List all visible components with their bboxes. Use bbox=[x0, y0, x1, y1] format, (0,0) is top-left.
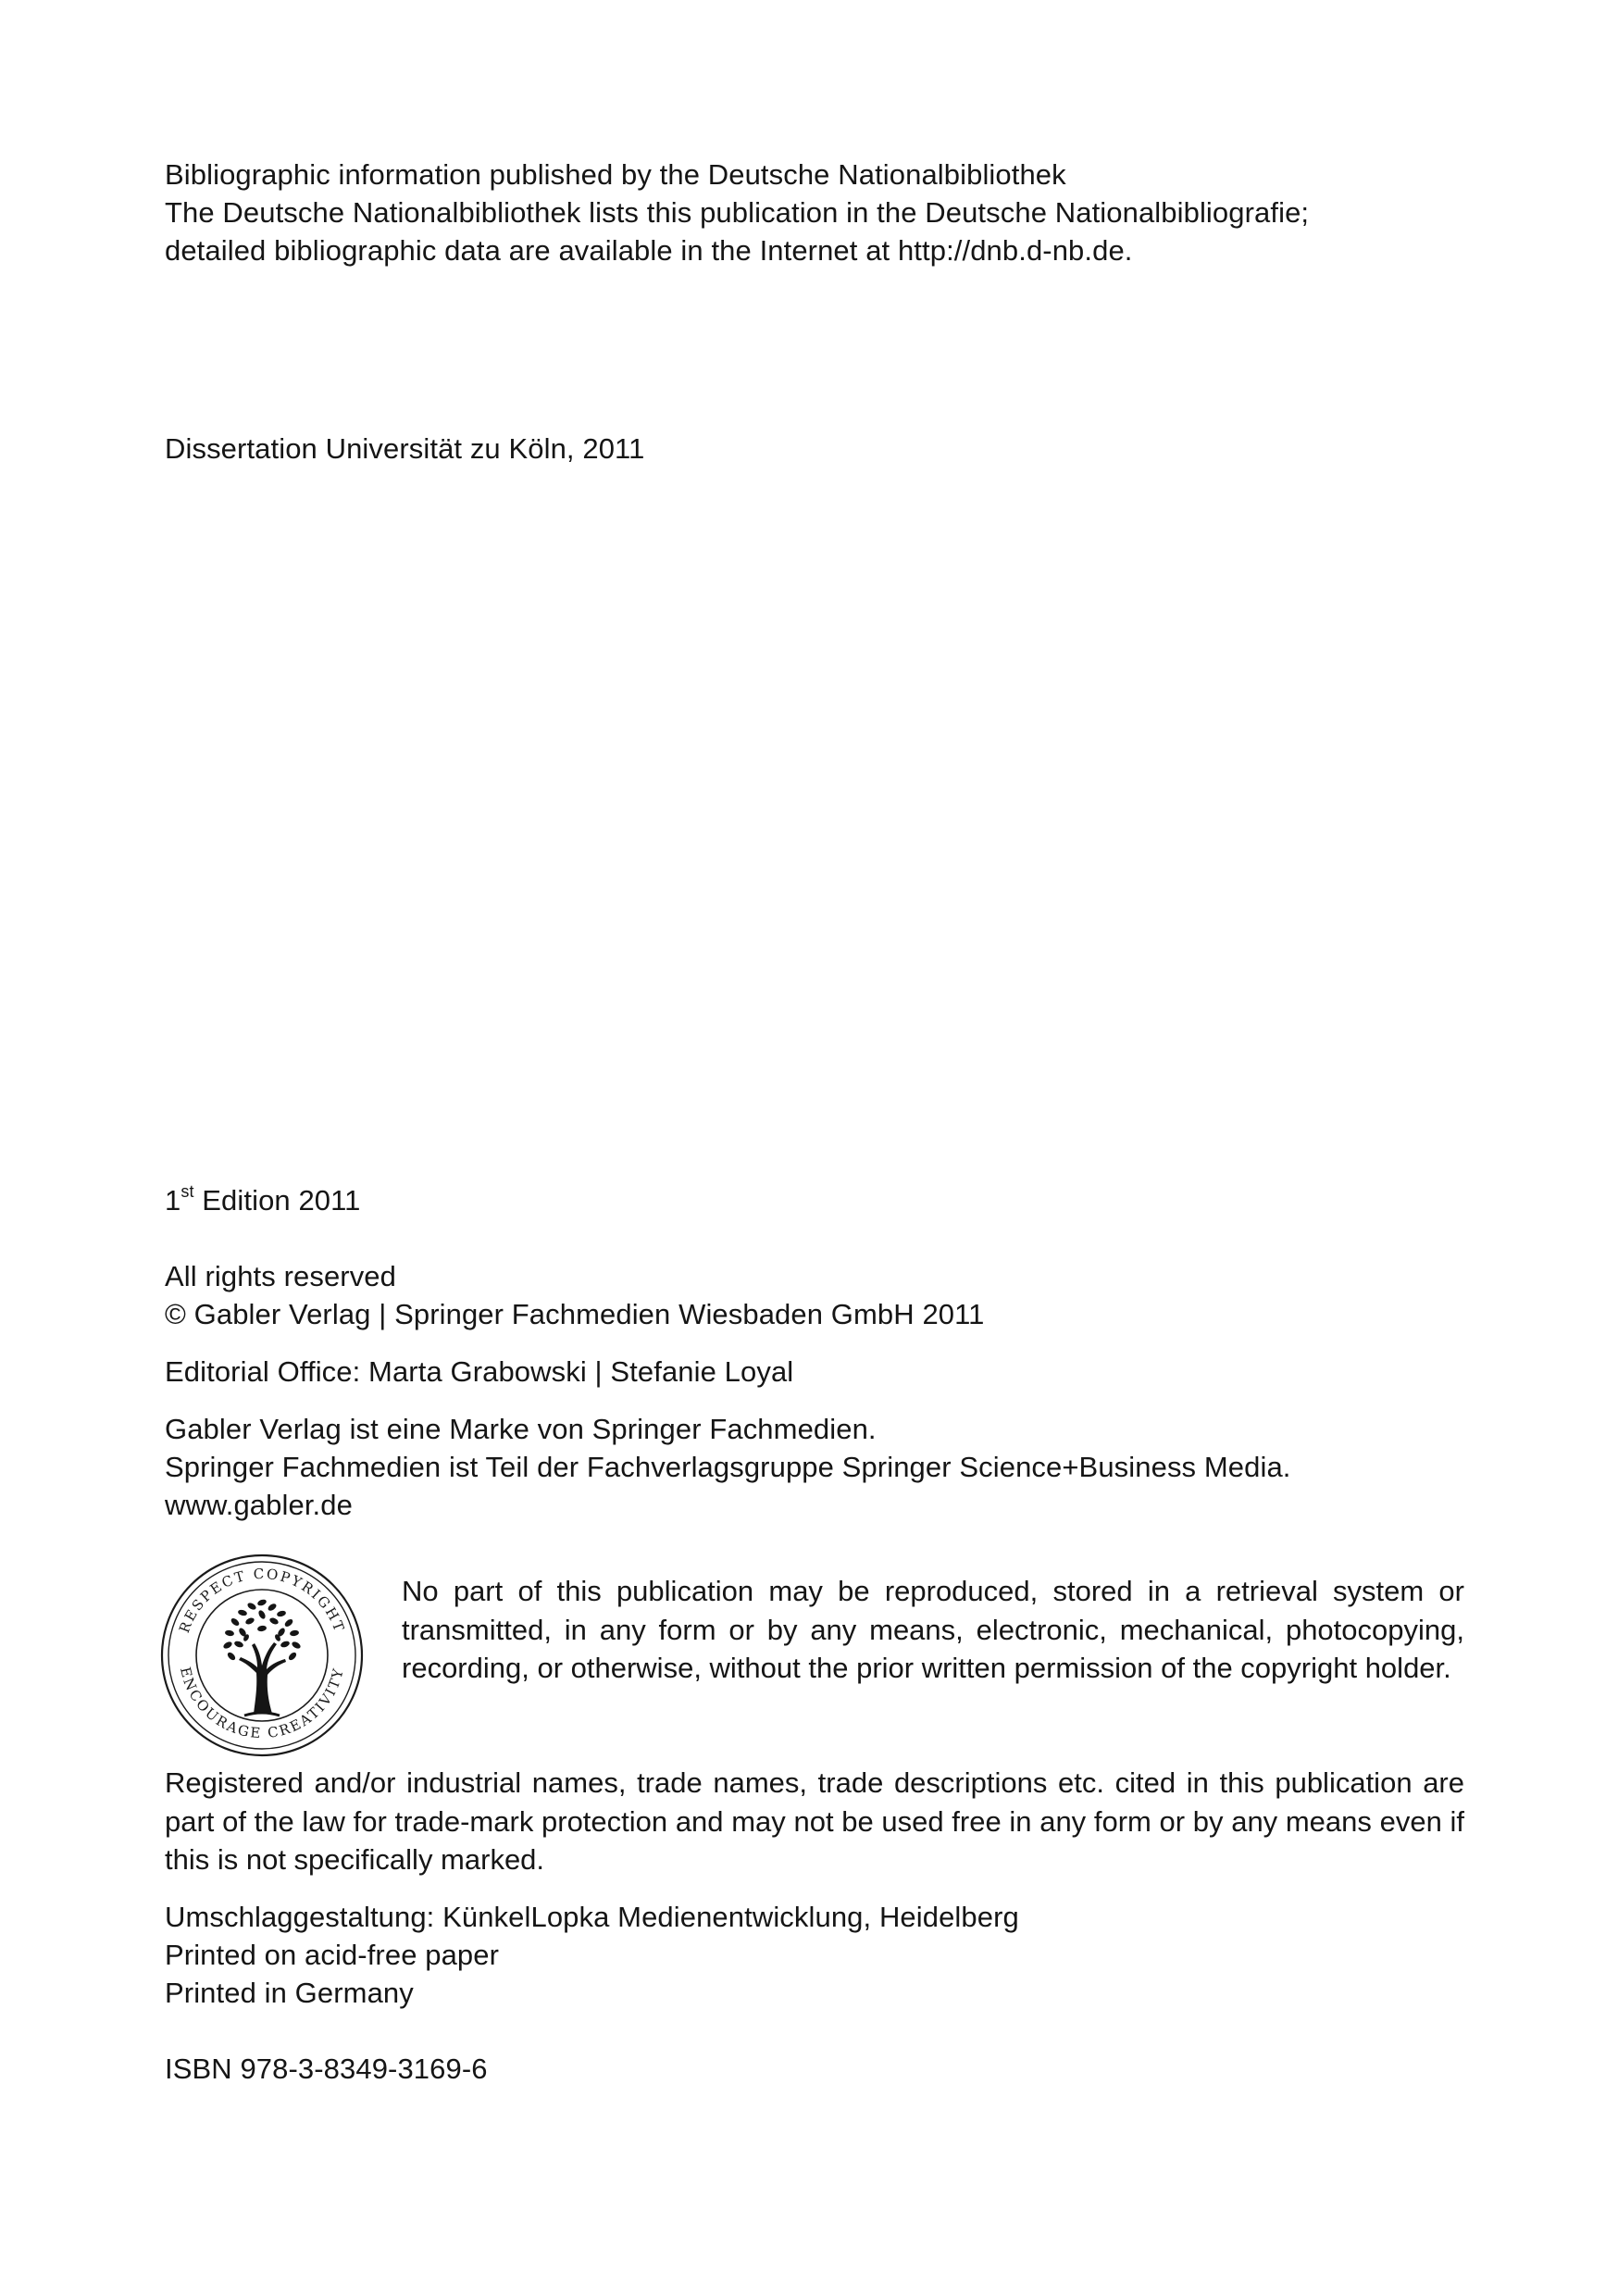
bibliographic-line: detailed bibliographic data are available in the Internet at http://dnb.d-nb.de. bbox=[165, 234, 1133, 267]
dissertation-note: Dissertation Universität zu Köln, 2011 bbox=[165, 432, 645, 465]
edition-note bbox=[165, 1181, 361, 1219]
tree-leaves bbox=[222, 1598, 302, 1661]
edition-ordinal-suffix: st bbox=[180, 1181, 194, 1201]
rights-reserved: All rights reserved bbox=[165, 1260, 396, 1292]
bibliographic-line: The Deutsche Nationalbibliothek lists this publication in the Deutsche Nationalbibliografie; bbox=[165, 196, 1310, 229]
cover-design-credit: Umschlaggestaltung: KünkelLopka Medienentwicklung, Heidelberg bbox=[165, 1901, 1019, 1933]
seal-top-text: RESPECT COPYRIGHT bbox=[175, 1565, 349, 1636]
isbn: ISBN 978-3-8349-3169-6 bbox=[165, 2053, 488, 2085]
publisher-line: Springer Fachmedien ist Teil der Fachverlagsgruppe Springer Science+Business Media. bbox=[165, 1451, 1291, 1483]
copyright-line: © Gabler Verlag | Springer Fachmedien Wiesbaden GmbH 2011 bbox=[165, 1298, 985, 1330]
reproduction-notice: No part of this publication may be reproduced, stored in a retrieval system or transmitted, in any form or by any means, electronic, mechanical, photocopying, recording, or otherwise, without the prior written permission of the copyright holder. bbox=[402, 1575, 1464, 1684]
tree-seal-icon bbox=[157, 1551, 367, 1760]
publisher-line: Gabler Verlag ist eine Marke von Springer Fachmedien. bbox=[165, 1413, 877, 1445]
printed-country: Printed in Germany bbox=[165, 1977, 414, 2009]
registered-names-notice: Registered and/or industrial names, trade names, trade descriptions etc. cited in this publication are part of the law for trade-mark protection and may not be used free in any form or by any means even if this is not specifically marked. bbox=[165, 1766, 1464, 1876]
seal-bottom-text: ENCOURAGE CREATIVITY bbox=[176, 1665, 347, 1742]
tree-trunk bbox=[239, 1642, 286, 1716]
editorial-office: Editorial Office: Marta Grabowski | Stefanie Loyal bbox=[165, 1355, 794, 1388]
edition-number: 1 bbox=[165, 1184, 181, 1217]
edition-text: Edition 2011 bbox=[193, 1184, 361, 1217]
paper-note: Printed on acid-free paper bbox=[165, 1939, 500, 1971]
publisher-website: www.gabler.de bbox=[165, 1489, 353, 1521]
bibliographic-heading: Bibliographic information published by the Deutsche Nationalbibliothek bbox=[165, 158, 1066, 191]
